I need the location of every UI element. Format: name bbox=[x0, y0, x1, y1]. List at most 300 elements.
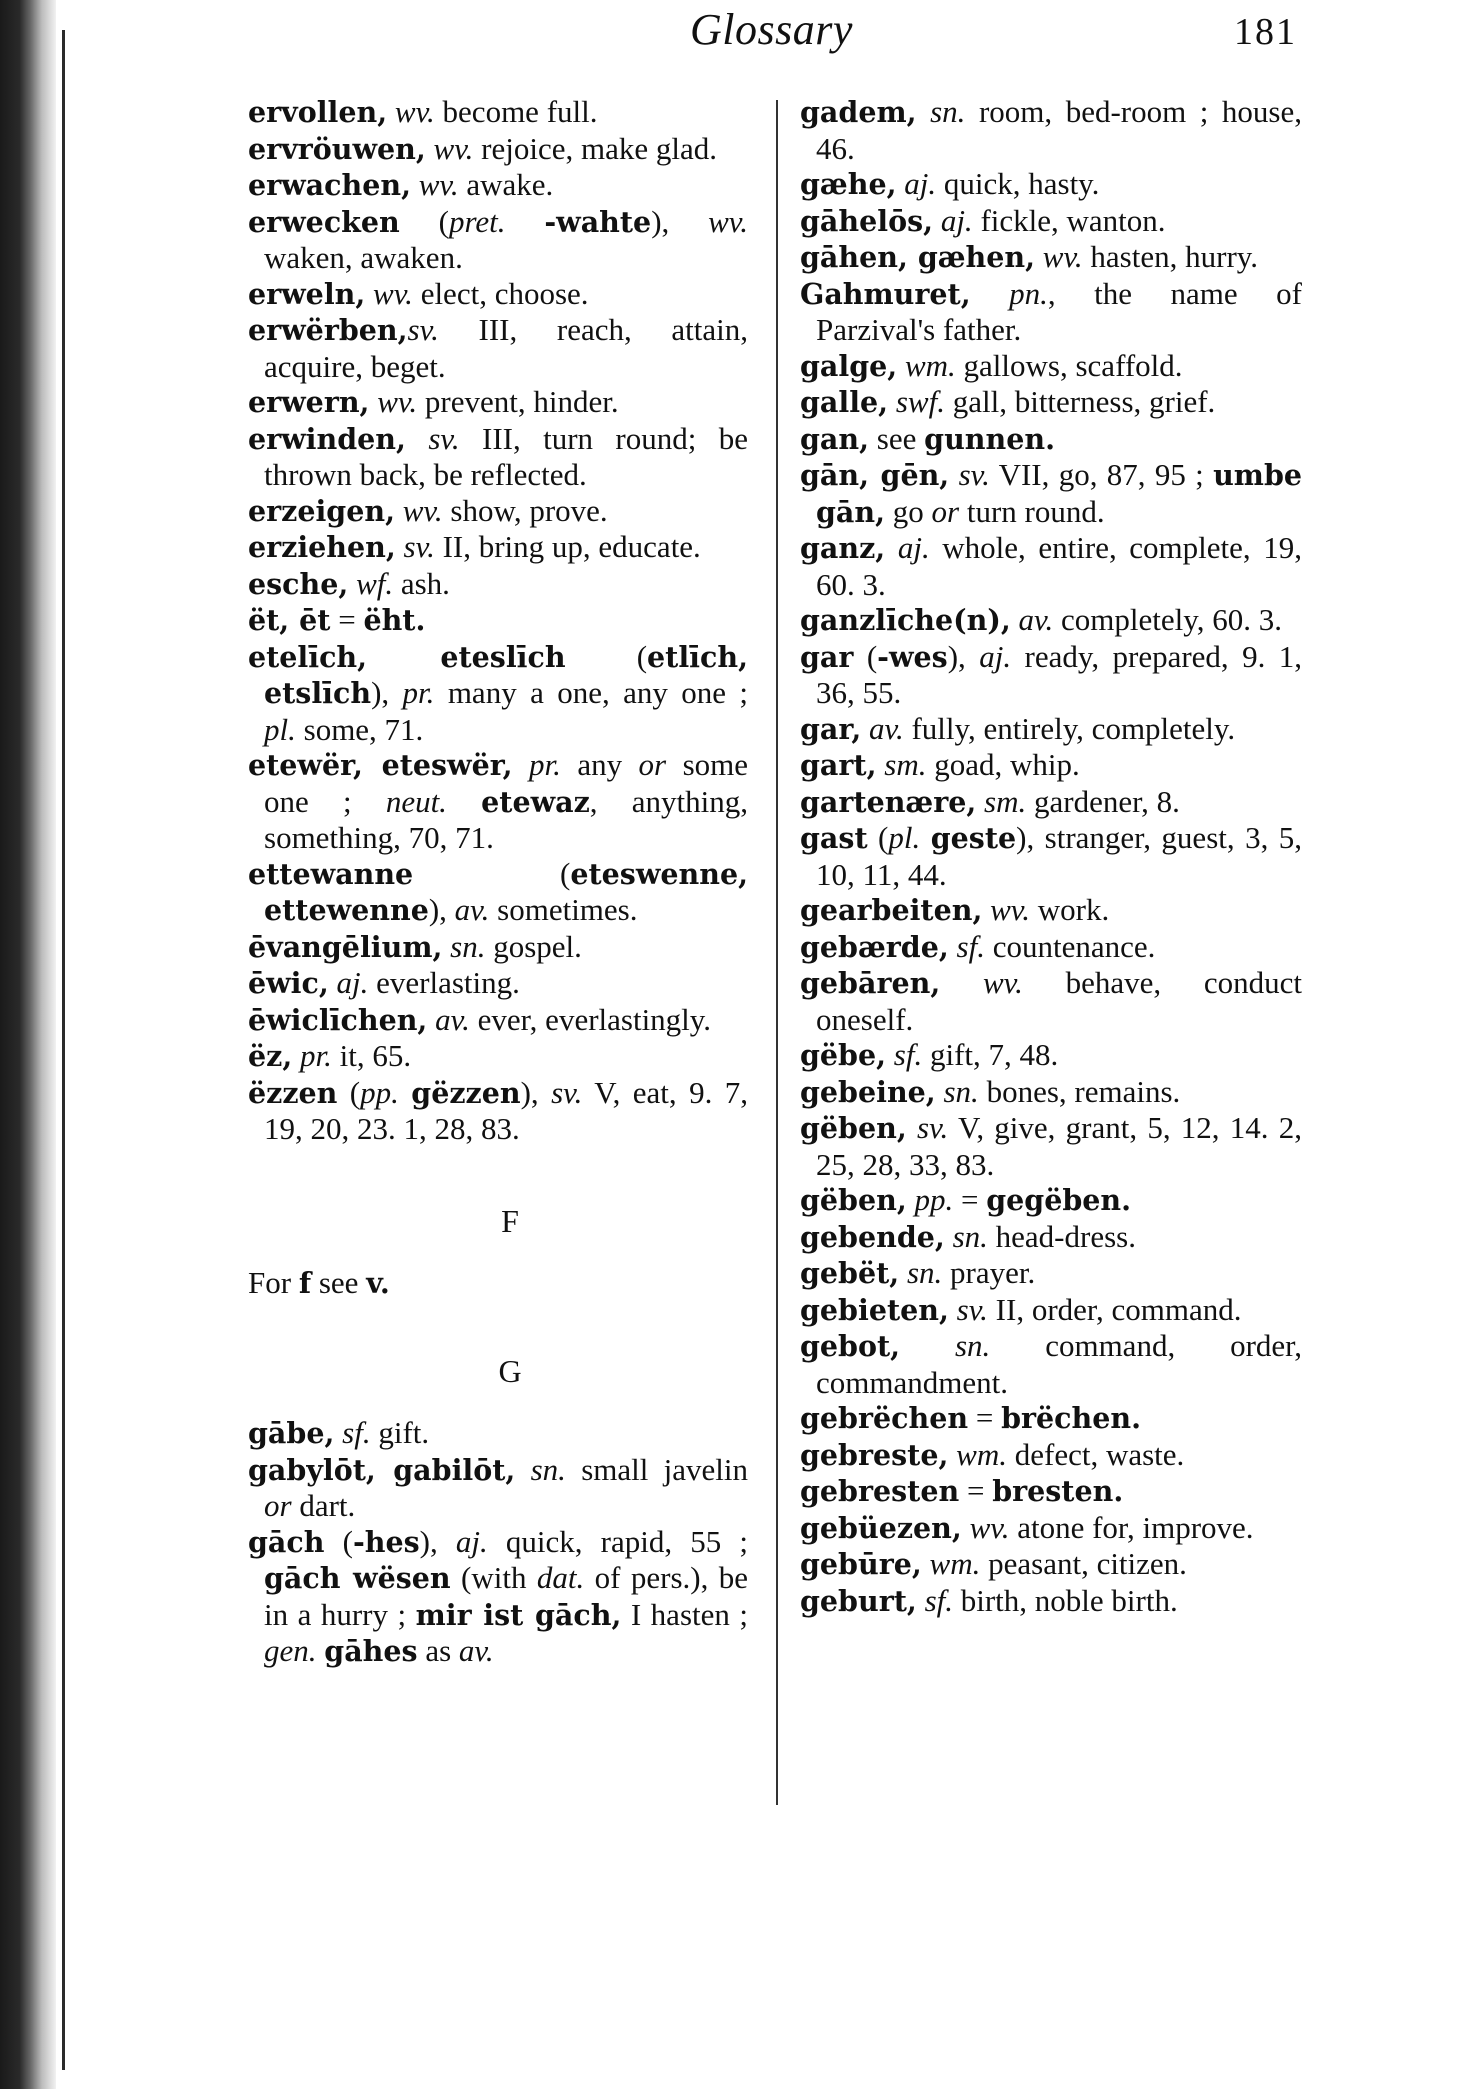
definition-text: work. bbox=[1030, 892, 1110, 927]
definition-text: any bbox=[560, 747, 639, 782]
grammar-label: pr. bbox=[529, 747, 561, 782]
definition-text: completely, 60. 3. bbox=[1053, 602, 1282, 637]
grammar-label: swf. bbox=[895, 384, 945, 419]
definition-text bbox=[922, 1546, 930, 1581]
section-f-note bbox=[248, 1265, 748, 1302]
headword: gebët, bbox=[800, 1256, 900, 1290]
headword: gast bbox=[800, 821, 868, 855]
definition-text bbox=[948, 1437, 956, 1472]
glossary-entry bbox=[800, 166, 1302, 203]
headword: Gahmuret, bbox=[800, 276, 971, 311]
glossary-entry bbox=[248, 1265, 748, 1302]
definition-text: ( bbox=[853, 638, 878, 674]
definition-text: some, 71. bbox=[295, 711, 424, 747]
headword: gebāren, bbox=[800, 966, 941, 1000]
glossary-entry bbox=[248, 529, 748, 566]
headword: gabylōt, gabilōt, bbox=[248, 1452, 516, 1487]
grammar-label: sm. bbox=[884, 747, 927, 782]
headword: gan, bbox=[800, 421, 870, 456]
definition-text: countenance. bbox=[984, 928, 1156, 964]
headword: ervröuwen, bbox=[248, 131, 426, 166]
grammar-label: sf. bbox=[893, 1037, 923, 1072]
definition-text: prevent, hinder. bbox=[417, 384, 619, 419]
headword: erwern, bbox=[248, 385, 370, 419]
section-letter-f: F bbox=[501, 1202, 519, 1239]
definition-text bbox=[515, 1452, 530, 1487]
definition-text: II, order, command. bbox=[987, 1291, 1242, 1327]
grammar-label: wv. bbox=[377, 384, 418, 419]
headword: gebot, bbox=[800, 1329, 901, 1363]
definition-text: fickle, wanton. bbox=[972, 202, 1166, 238]
headword: ganz, bbox=[800, 531, 886, 565]
right-column bbox=[800, 94, 1302, 1619]
headword: gæhe, bbox=[800, 167, 897, 201]
headword: ēwiclīchen, bbox=[248, 1002, 428, 1037]
glossary-entry bbox=[800, 639, 1302, 711]
headword: -wes bbox=[877, 639, 948, 674]
definition-text: ), stranger, guest, 3, 5, 10, 11, 44. bbox=[816, 820, 1303, 892]
grammar-label: pr. bbox=[402, 675, 435, 710]
definition-text bbox=[506, 204, 545, 239]
headword: geburt, bbox=[800, 1583, 917, 1618]
definition-text: whole, entire, complete, 19, 60. 3. bbox=[816, 530, 1302, 602]
headword: gebieten, bbox=[800, 1292, 949, 1327]
headword: ēwic, bbox=[248, 966, 329, 1000]
glossary-entry bbox=[800, 1546, 1302, 1583]
grammar-label: wv. bbox=[373, 275, 413, 311]
grammar-label: av. bbox=[454, 892, 490, 927]
headword: etewër, eteswër, bbox=[248, 748, 513, 782]
headword: gëbe, bbox=[800, 1038, 887, 1072]
definition-text: ), bbox=[651, 203, 709, 239]
headword: gart, bbox=[800, 748, 877, 782]
grammar-label: sv. bbox=[403, 529, 435, 564]
headword: etelīch, eteslīch bbox=[248, 639, 566, 674]
definition-text bbox=[1011, 602, 1019, 637]
glossary-entry bbox=[248, 276, 748, 313]
definition-text bbox=[949, 929, 957, 964]
glossary-entry bbox=[800, 1037, 1302, 1074]
definition-text: room, bed-room ; house, 46. bbox=[816, 94, 1302, 166]
glossary-entry bbox=[800, 1583, 1302, 1620]
definition-text: peasant, citizen. bbox=[980, 1546, 1187, 1581]
definition-text: , the name of Parzival's father. bbox=[816, 275, 1303, 347]
glossary-entry bbox=[248, 747, 748, 856]
definition-text: ( bbox=[324, 1523, 353, 1559]
definition-text bbox=[907, 1182, 915, 1217]
glossary-entry bbox=[248, 94, 748, 131]
glossary-entry bbox=[800, 602, 1302, 639]
glossary-entry bbox=[248, 602, 748, 639]
definition-text bbox=[399, 1075, 411, 1110]
definition-text: atone for, improve. bbox=[1009, 1509, 1254, 1545]
definition-text bbox=[387, 94, 395, 129]
definition-text bbox=[513, 747, 529, 782]
definition-text bbox=[442, 929, 450, 964]
headword: gāhelōs, bbox=[800, 203, 934, 238]
definition-text bbox=[917, 1583, 925, 1618]
definition-text: some one ; bbox=[264, 747, 748, 819]
right-entries bbox=[800, 94, 1302, 1619]
grammar-label: aj. bbox=[455, 1523, 488, 1559]
glossary-entry bbox=[800, 530, 1302, 602]
headword: gadem, bbox=[800, 95, 917, 129]
headword: -wahte bbox=[544, 204, 652, 239]
headword: gar, bbox=[800, 711, 862, 746]
definition-text bbox=[899, 1255, 907, 1290]
definition-text: gall, bitterness, grief. bbox=[944, 384, 1216, 419]
definition-text bbox=[292, 1038, 300, 1073]
glossary-entry bbox=[800, 348, 1302, 385]
definition-text: sometimes. bbox=[489, 892, 638, 927]
headword: esche, bbox=[248, 566, 349, 601]
definition-text: head-dress. bbox=[987, 1218, 1136, 1254]
glossary-entry bbox=[800, 1292, 1302, 1329]
headword: gāhen, gæhen, bbox=[800, 240, 1036, 274]
grammar-label: wv. bbox=[402, 492, 443, 528]
headword: gebeine, bbox=[800, 1074, 936, 1109]
grammar-label: sv. bbox=[551, 1074, 583, 1110]
definition-text bbox=[940, 965, 983, 1000]
glossary-entry bbox=[248, 312, 748, 384]
grammar-label: gen. bbox=[264, 1633, 317, 1668]
headword: erwërben, bbox=[248, 313, 408, 347]
grammar-label: sv. bbox=[956, 1291, 988, 1327]
definition-text: of pers.), be in a hurry ; bbox=[264, 1560, 748, 1632]
headword: gunnen. bbox=[924, 421, 1056, 456]
grammar-label: wv. bbox=[433, 130, 474, 166]
headword: ēvangēlium, bbox=[248, 929, 443, 964]
definition-text: gallows, scaffold. bbox=[955, 347, 1183, 383]
glossary-entry bbox=[800, 929, 1302, 966]
glossary-entry bbox=[248, 1075, 748, 1147]
glossary-entry bbox=[800, 1328, 1302, 1400]
grammar-label: sn. bbox=[952, 1218, 988, 1254]
definition-text: turn round. bbox=[959, 493, 1105, 529]
definition-text: ), bbox=[947, 638, 980, 674]
glossary-entry bbox=[248, 1038, 748, 1075]
grammar-label: pn. bbox=[1009, 275, 1048, 311]
section-g-entries bbox=[248, 1415, 748, 1670]
grammar-label: aj. bbox=[336, 965, 369, 1000]
grammar-label: sn. bbox=[906, 1255, 943, 1290]
headword: gëben, bbox=[800, 1183, 907, 1217]
headword: erzeigen, bbox=[248, 493, 395, 528]
glossary-entry bbox=[248, 1524, 748, 1670]
definition-text: II, bring up, educate. bbox=[434, 529, 701, 564]
definition-text: V, eat, 9. 7, 19, 20, 23. 1, 28, 83. bbox=[264, 1074, 749, 1146]
definition-text: ), bbox=[520, 1074, 552, 1110]
definition-text: = bbox=[330, 602, 364, 637]
headword: gebende, bbox=[800, 1219, 945, 1254]
glossary-entry bbox=[800, 965, 1302, 1037]
glossary-entry bbox=[248, 493, 748, 530]
grammar-label: sn. bbox=[930, 94, 966, 129]
definition-text bbox=[920, 820, 930, 855]
headword: ëzzen bbox=[248, 1075, 338, 1110]
definition-text bbox=[1035, 239, 1043, 274]
definition-text: waken, awaken. bbox=[264, 240, 463, 275]
grammar-label: wv. bbox=[969, 1509, 1010, 1545]
headword: erwinden, bbox=[248, 421, 406, 456]
definition-text bbox=[396, 529, 404, 564]
definition-text: birth, noble birth. bbox=[953, 1582, 1178, 1618]
grammar-label: sv. bbox=[958, 457, 990, 492]
headword: ëz, bbox=[248, 1039, 293, 1073]
glossary-entry bbox=[800, 1400, 1302, 1437]
definition-text: III, reach, attain, acquire, beget. bbox=[264, 312, 748, 384]
definition-text bbox=[365, 276, 373, 311]
definition-text: command, order, commandment. bbox=[816, 1328, 1302, 1400]
headword: erweln, bbox=[248, 276, 366, 311]
glossary-entry bbox=[248, 929, 748, 966]
grammar-label: wm. bbox=[956, 1436, 1007, 1472]
grammar-label: pl. bbox=[264, 711, 296, 747]
glossary-entry bbox=[800, 239, 1302, 276]
definition-text bbox=[949, 1292, 957, 1327]
left-entries bbox=[248, 94, 748, 1147]
headword: gearbeiten, bbox=[800, 893, 983, 927]
running-title: Glossary bbox=[690, 5, 853, 54]
headword: erziehen, bbox=[248, 530, 396, 564]
definition-text: elect, choose. bbox=[412, 275, 589, 311]
grammar-label: sn. bbox=[943, 1073, 979, 1109]
glossary-entry bbox=[800, 1437, 1302, 1474]
grammar-label: or bbox=[264, 1488, 292, 1523]
glossary-entry bbox=[800, 94, 1302, 166]
headword: ëht. bbox=[363, 603, 426, 637]
definition-text bbox=[885, 530, 898, 565]
glossary-entry bbox=[800, 421, 1302, 458]
definition-text bbox=[334, 1415, 342, 1450]
definition-text: go bbox=[885, 493, 932, 529]
glossary-entry bbox=[800, 1219, 1302, 1256]
definition-text bbox=[982, 892, 990, 927]
definition-text: fully, entirely, completely. bbox=[903, 710, 1236, 746]
definition-text bbox=[949, 457, 958, 492]
definition-text: I hasten ; bbox=[621, 1596, 748, 1632]
grammar-label: wv. bbox=[708, 203, 749, 239]
definition-text: ( bbox=[399, 203, 449, 239]
definition-text bbox=[897, 348, 905, 383]
definition-text bbox=[900, 1328, 955, 1363]
glossary-entry bbox=[248, 1452, 748, 1524]
glossary-entry bbox=[800, 820, 1302, 892]
definition-text: = bbox=[968, 1400, 1002, 1435]
definition-text bbox=[917, 94, 931, 129]
grammar-label: wf. bbox=[356, 565, 394, 601]
definition-text: III, turn round; be thrown back, be reflected. bbox=[264, 420, 748, 492]
definition-text: many a one, any one ; bbox=[434, 675, 748, 710]
grammar-label: sf. bbox=[956, 928, 985, 964]
glossary-entry bbox=[800, 1255, 1302, 1292]
definition-text: as bbox=[417, 1633, 459, 1668]
grammar-label: av. bbox=[458, 1633, 494, 1668]
definition-text: defect, waste. bbox=[1006, 1436, 1185, 1472]
grammar-label: wv. bbox=[394, 94, 435, 129]
definition-text: dart. bbox=[291, 1488, 356, 1523]
grammar-label: sv. bbox=[428, 420, 460, 456]
grammar-label: sm. bbox=[984, 783, 1027, 819]
definition-text: gift, 7, 48. bbox=[922, 1037, 1059, 1072]
glossary-entry bbox=[248, 1415, 748, 1452]
grammar-label: av. bbox=[435, 1001, 470, 1037]
headword: gebresten bbox=[800, 1474, 960, 1508]
column-divider bbox=[776, 100, 778, 1805]
grammar-label: pp. bbox=[360, 1074, 399, 1110]
grammar-label: sv. bbox=[407, 312, 439, 347]
definition-text: hasten, hurry. bbox=[1082, 239, 1259, 274]
definition-text: ready, prepared, 9. 1, 36, 55. bbox=[816, 638, 1303, 710]
definition-text: gospel. bbox=[485, 928, 582, 964]
definition-text: show, prove. bbox=[442, 492, 608, 528]
headword: ët, ēt bbox=[248, 603, 331, 637]
grammar-label: av. bbox=[1018, 602, 1054, 637]
glossary-entry bbox=[800, 457, 1302, 530]
headword: gebærde, bbox=[800, 929, 949, 964]
glossary-entry bbox=[800, 384, 1302, 421]
grammar-label: aj. bbox=[979, 638, 1012, 674]
headword: gābe, bbox=[248, 1416, 335, 1450]
grammar-label: neut. bbox=[385, 783, 447, 819]
definition-text bbox=[945, 1219, 953, 1254]
headword: gëzzen bbox=[411, 1075, 521, 1110]
grammar-label: sn. bbox=[450, 928, 486, 964]
left-column bbox=[248, 94, 748, 1670]
headword: erwachen, bbox=[248, 168, 411, 202]
grammar-label: sf. bbox=[342, 1415, 371, 1450]
headword: gāch bbox=[248, 1524, 325, 1559]
definition-text: ( bbox=[413, 855, 571, 891]
definition-text: bones, remains. bbox=[978, 1073, 1181, 1109]
definition-text bbox=[447, 784, 481, 819]
definition-text: , anything, something, 70, 71. bbox=[264, 783, 748, 855]
glossary-entry bbox=[800, 1110, 1302, 1182]
headword: ervollen, bbox=[248, 95, 388, 129]
definition-text: ), bbox=[428, 892, 455, 927]
grammar-label: dat. bbox=[536, 1560, 585, 1595]
headword: etewaz bbox=[481, 784, 590, 819]
headword: gān, gēn, bbox=[800, 458, 950, 492]
definition-text: = bbox=[953, 1182, 987, 1217]
glossary-entry bbox=[800, 203, 1302, 240]
grammar-label: wv. bbox=[418, 167, 459, 202]
headword: gāhes bbox=[324, 1634, 418, 1668]
definition-text: (with bbox=[450, 1560, 537, 1595]
glossary-entry bbox=[800, 892, 1302, 929]
grammar-label: wv. bbox=[1042, 239, 1083, 274]
definition-text bbox=[933, 203, 941, 238]
definition-text bbox=[426, 131, 434, 166]
glossary-entry bbox=[248, 1002, 748, 1039]
book-spine-shadow bbox=[0, 0, 56, 2089]
definition-text: small javelin bbox=[565, 1451, 748, 1487]
grammar-label: wm. bbox=[929, 1546, 981, 1581]
headword: ganzlīche(n), bbox=[800, 603, 1011, 637]
headword: gar bbox=[800, 639, 854, 674]
headword: ettewanne bbox=[248, 856, 414, 891]
glossary-entry bbox=[800, 784, 1302, 821]
definition-text bbox=[329, 965, 337, 1000]
headword: -hes bbox=[352, 1524, 420, 1559]
grammar-label: sv. bbox=[917, 1110, 949, 1145]
definition-text bbox=[861, 711, 869, 746]
definition-text: ( bbox=[337, 1074, 361, 1110]
glossary-entry bbox=[248, 204, 748, 276]
definition-text: For bbox=[248, 1264, 299, 1300]
definition-text: ever, everlastingly. bbox=[469, 1001, 712, 1037]
glossary-entry bbox=[248, 384, 748, 421]
definition-text: become full. bbox=[434, 94, 598, 129]
headword: umbe gān, bbox=[816, 458, 1303, 529]
glossary-entry bbox=[248, 421, 748, 493]
glossary-entry bbox=[248, 965, 748, 1002]
definition-text: V, give, grant, 5, 12, 14. 2, 25, 28, 33, 83. bbox=[816, 1110, 1303, 1182]
definition-text bbox=[427, 1002, 435, 1037]
headword: gegëben. bbox=[986, 1183, 1132, 1217]
section-letter-g: G bbox=[498, 1353, 522, 1389]
definition-text: ash. bbox=[393, 565, 450, 601]
grammar-label: av. bbox=[869, 710, 904, 746]
definition-text: behave, conduct oneself. bbox=[816, 965, 1302, 1037]
glossary-entry bbox=[800, 1510, 1302, 1547]
headword: v. bbox=[366, 1265, 390, 1300]
definition-text: ), bbox=[371, 675, 403, 710]
gutter-line bbox=[62, 30, 65, 2070]
headword: gebūre, bbox=[800, 1547, 922, 1581]
headword: galle, bbox=[800, 385, 889, 419]
definition-text: ( bbox=[867, 820, 889, 855]
definition-text bbox=[962, 1510, 970, 1545]
definition-text: goad, whip. bbox=[926, 747, 1080, 782]
definition-text bbox=[976, 784, 984, 819]
headword: f bbox=[298, 1265, 312, 1300]
headword: erwecken bbox=[248, 204, 400, 239]
grammar-label: or bbox=[638, 747, 667, 782]
glossary-entry bbox=[800, 711, 1302, 748]
grammar-label: aj. bbox=[940, 202, 973, 238]
definition-text: quick, hasty. bbox=[936, 166, 1100, 201]
grammar-label: pl. bbox=[888, 820, 921, 855]
grammar-label: sf. bbox=[924, 1582, 953, 1618]
definition-text bbox=[971, 276, 1010, 311]
headword: eteswenne, ettewenne bbox=[264, 856, 748, 927]
glossary-entry bbox=[248, 566, 748, 603]
glossary-entry bbox=[800, 276, 1302, 348]
definition-text bbox=[395, 493, 403, 528]
headword: mir ist gāch, bbox=[415, 1597, 622, 1632]
definition-text: prayer. bbox=[942, 1255, 1036, 1290]
page-number: 181 bbox=[1234, 11, 1297, 53]
definition-text bbox=[411, 167, 419, 202]
grammar-label: wv. bbox=[990, 892, 1031, 927]
headword: gëben, bbox=[800, 1111, 907, 1145]
definition-text: quick, rapid, 55 ; bbox=[487, 1523, 748, 1559]
grammar-label: wv. bbox=[982, 965, 1023, 1000]
definition-text: see bbox=[311, 1264, 367, 1300]
grammar-label: or bbox=[931, 493, 960, 529]
glossary-entry bbox=[800, 1074, 1302, 1111]
glossary-entry bbox=[248, 167, 748, 204]
headword: geste bbox=[930, 821, 1017, 855]
headword: gartenære, bbox=[800, 784, 977, 819]
glossary-entry bbox=[800, 1473, 1302, 1510]
definition-text: see bbox=[869, 420, 925, 456]
definition-text: ), bbox=[419, 1523, 456, 1559]
definition-text bbox=[406, 421, 428, 456]
glossary-entry bbox=[248, 856, 748, 929]
headword: gebreste, bbox=[800, 1437, 949, 1472]
